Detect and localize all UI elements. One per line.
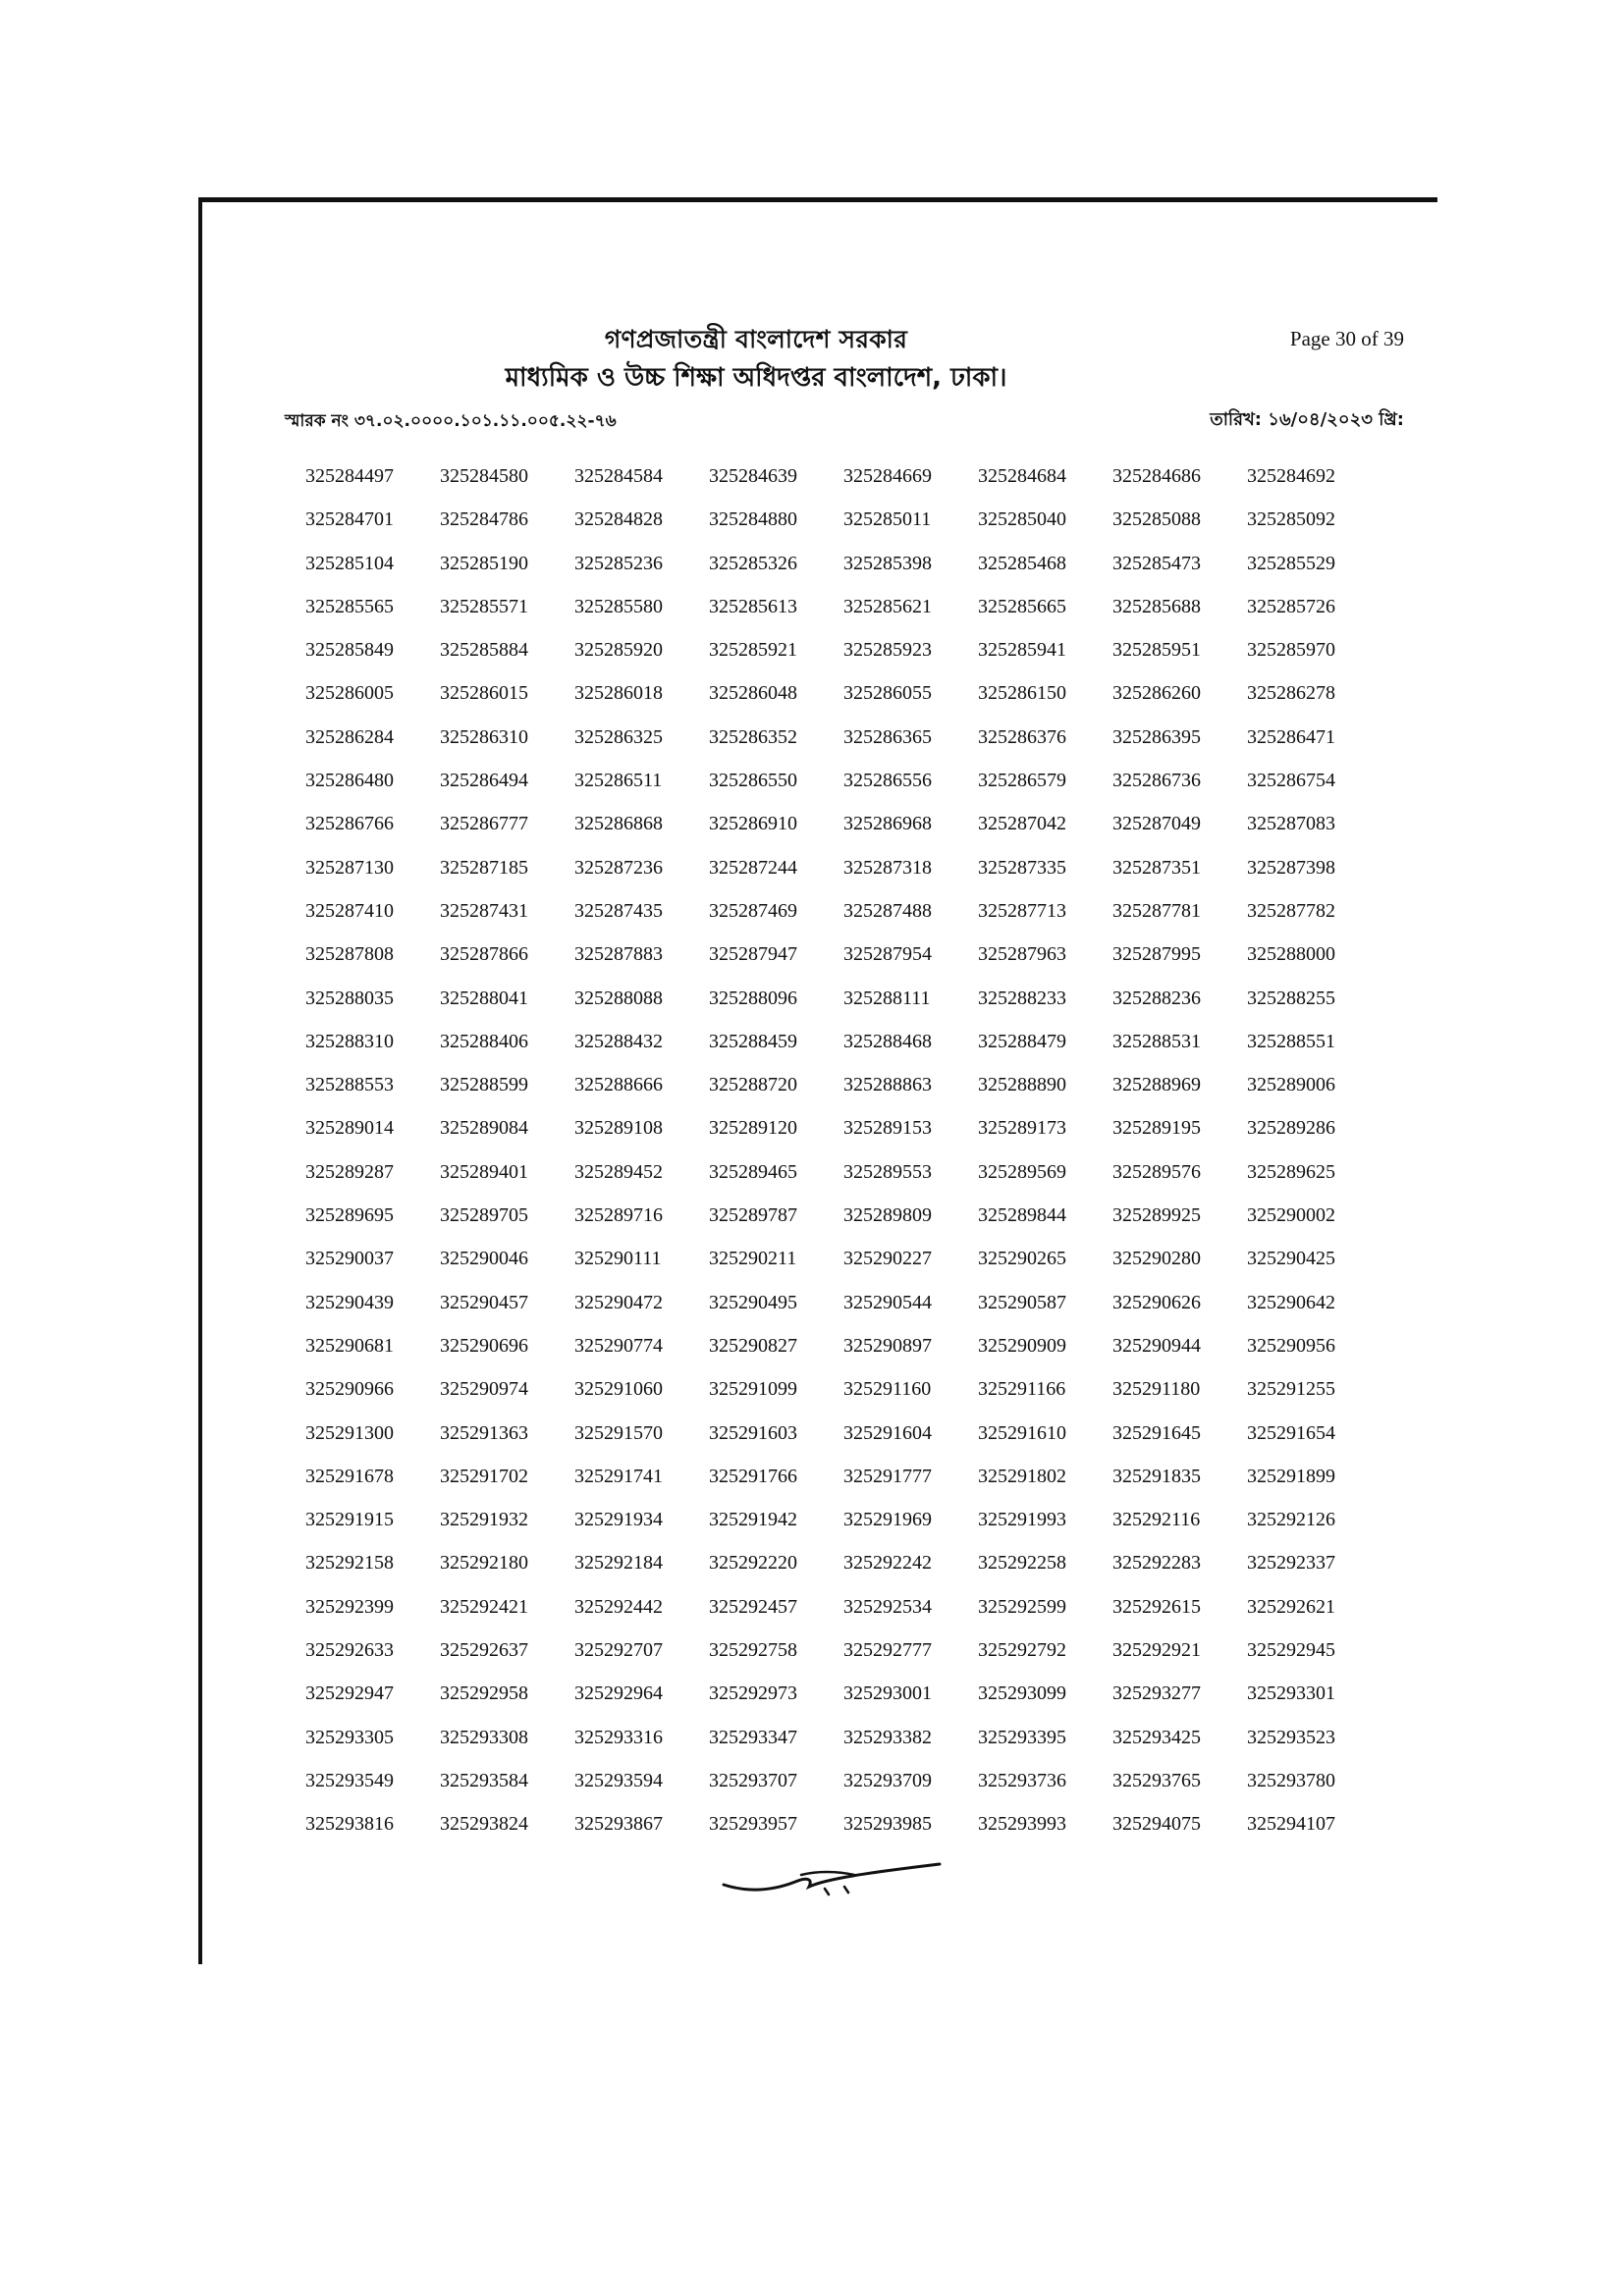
roll-number: 325286395 bbox=[1112, 725, 1201, 748]
roll-number: 325293301 bbox=[1247, 1682, 1335, 1705]
directorate-title: মাধ্যমিক ও উচ্চ শিক্ষা অধিদপ্তর বাংলাদেশ, ঢাকা। bbox=[505, 363, 1007, 393]
roll-number: 325289925 bbox=[1112, 1204, 1201, 1227]
roll-number: 325284692 bbox=[1247, 465, 1335, 487]
roll-number: 325293993 bbox=[978, 1813, 1066, 1836]
roll-number: 325294075 bbox=[1112, 1813, 1201, 1836]
roll-number: 325287185 bbox=[440, 856, 528, 879]
roll-number: 325292921 bbox=[1112, 1639, 1201, 1662]
roll-number: 325288096 bbox=[709, 987, 797, 1009]
roll-number: 325286480 bbox=[305, 770, 394, 792]
roll-number: 325291702 bbox=[440, 1465, 528, 1487]
roll-number: 325287781 bbox=[1112, 899, 1201, 922]
roll-number: 325291180 bbox=[1112, 1378, 1201, 1401]
roll-number: 325291777 bbox=[843, 1465, 932, 1487]
roll-number: 325291899 bbox=[1247, 1465, 1335, 1487]
roll-number: 325285565 bbox=[305, 595, 394, 617]
roll-number: 325291300 bbox=[305, 1421, 394, 1444]
roll-number: 325291099 bbox=[709, 1378, 797, 1401]
roll-number: 325291645 bbox=[1112, 1421, 1201, 1444]
roll-number: 325293957 bbox=[709, 1813, 797, 1836]
roll-number: 325287488 bbox=[843, 899, 932, 922]
roll-number: 325290425 bbox=[1247, 1248, 1335, 1270]
roll-number: 325285011 bbox=[843, 508, 932, 531]
roll-number: 325292126 bbox=[1247, 1509, 1335, 1531]
roll-number: 325291060 bbox=[574, 1378, 663, 1401]
roll-number: 325284786 bbox=[440, 508, 528, 531]
roll-number: 325286260 bbox=[1112, 682, 1201, 705]
roll-number: 325291166 bbox=[978, 1378, 1066, 1401]
roll-number: 325286055 bbox=[843, 682, 932, 705]
roll-number: 325293816 bbox=[305, 1813, 394, 1836]
roll-number: 325285613 bbox=[709, 595, 797, 617]
roll-number: 325287713 bbox=[978, 899, 1066, 922]
roll-number: 325291610 bbox=[978, 1421, 1066, 1444]
roll-number: 325289452 bbox=[574, 1160, 663, 1183]
roll-number: 325286766 bbox=[305, 813, 394, 835]
roll-number: 325288000 bbox=[1247, 943, 1335, 966]
roll-number: 325291741 bbox=[574, 1465, 663, 1487]
roll-number: 325288035 bbox=[305, 987, 394, 1009]
roll-number: 325293709 bbox=[843, 1769, 932, 1791]
roll-number: 325288468 bbox=[843, 1030, 932, 1052]
roll-number: 325291570 bbox=[574, 1421, 663, 1444]
roll-number: 325285190 bbox=[440, 552, 528, 574]
roll-number: 325284684 bbox=[978, 465, 1066, 487]
roll-number: 325286910 bbox=[709, 813, 797, 835]
roll-number: 325290966 bbox=[305, 1378, 394, 1401]
page-border-left bbox=[198, 197, 202, 1964]
roll-number: 325284639 bbox=[709, 465, 797, 487]
roll-number: 325290587 bbox=[978, 1291, 1066, 1313]
roll-number: 325287866 bbox=[440, 943, 528, 966]
roll-number: 325285665 bbox=[978, 595, 1066, 617]
roll-number: 325290037 bbox=[305, 1248, 394, 1270]
roll-number: 325288041 bbox=[440, 987, 528, 1009]
roll-number: 325291934 bbox=[574, 1509, 663, 1531]
roll-number: 325289705 bbox=[440, 1204, 528, 1227]
roll-number: 325286365 bbox=[843, 725, 932, 748]
roll-number: 325290227 bbox=[843, 1248, 932, 1270]
roll-number: 325287431 bbox=[440, 899, 528, 922]
roll-number: 325287236 bbox=[574, 856, 663, 879]
roll-number: 325286284 bbox=[305, 725, 394, 748]
roll-number: 325288255 bbox=[1247, 987, 1335, 1009]
roll-number: 325292258 bbox=[978, 1552, 1066, 1575]
roll-number: 325292283 bbox=[1112, 1552, 1201, 1575]
roll-number: 325291835 bbox=[1112, 1465, 1201, 1487]
roll-number: 325285326 bbox=[709, 552, 797, 574]
roll-number: 325286511 bbox=[574, 770, 663, 792]
roll-number: 325288599 bbox=[440, 1074, 528, 1096]
roll-number: 325286018 bbox=[574, 682, 663, 705]
roll-number: 325287963 bbox=[978, 943, 1066, 966]
roll-number: 325287995 bbox=[1112, 943, 1201, 966]
roll-number: 325288111 bbox=[843, 987, 931, 1009]
roll-number: 325287954 bbox=[843, 943, 932, 966]
signature bbox=[719, 1849, 945, 1908]
roll-number: 325290774 bbox=[574, 1334, 663, 1357]
roll-number: 325285920 bbox=[574, 639, 663, 662]
roll-number: 325288969 bbox=[1112, 1074, 1201, 1096]
roll-number: 325289084 bbox=[440, 1117, 528, 1140]
roll-number: 325292973 bbox=[709, 1682, 797, 1705]
roll-number: 325288551 bbox=[1247, 1030, 1335, 1052]
roll-number: 325290457 bbox=[440, 1291, 528, 1313]
roll-number: 325291932 bbox=[440, 1509, 528, 1531]
roll-number: 325293584 bbox=[440, 1769, 528, 1791]
roll-number: 325289576 bbox=[1112, 1160, 1201, 1183]
roll-number: 325288406 bbox=[440, 1030, 528, 1052]
roll-number: 325288479 bbox=[978, 1030, 1066, 1052]
roll-number: 325288088 bbox=[574, 987, 663, 1009]
roll-number: 325288553 bbox=[305, 1074, 394, 1096]
roll-number: 325290681 bbox=[305, 1334, 394, 1357]
roll-number: 325286150 bbox=[978, 682, 1066, 705]
roll-number: 325289286 bbox=[1247, 1117, 1335, 1140]
roll-number: 325291255 bbox=[1247, 1378, 1335, 1401]
roll-number: 325285970 bbox=[1247, 639, 1335, 662]
roll-number: 325292615 bbox=[1112, 1595, 1201, 1618]
roll-number: 325284701 bbox=[305, 508, 394, 531]
roll-number: 325292621 bbox=[1247, 1595, 1335, 1618]
roll-number: 325289844 bbox=[978, 1204, 1066, 1227]
roll-number: 325287049 bbox=[1112, 813, 1201, 835]
roll-number: 325286736 bbox=[1112, 770, 1201, 792]
roll-number: 325290046 bbox=[440, 1248, 528, 1270]
roll-number: 325293736 bbox=[978, 1769, 1066, 1791]
roll-number: 325293824 bbox=[440, 1813, 528, 1836]
roll-number: 325289787 bbox=[709, 1204, 797, 1227]
roll-number: 325291603 bbox=[709, 1421, 797, 1444]
roll-number: 325291678 bbox=[305, 1465, 394, 1487]
roll-number: 325288432 bbox=[574, 1030, 663, 1052]
roll-number: 325293395 bbox=[978, 1726, 1066, 1748]
roll-number: 325289716 bbox=[574, 1204, 663, 1227]
roll-number: 325286005 bbox=[305, 682, 394, 705]
roll-number: 325284669 bbox=[843, 465, 932, 487]
government-title: গণপ্রজাতন্ত্রী বাংলাদেশ সরকার bbox=[604, 325, 908, 353]
roll-number: 325285468 bbox=[978, 552, 1066, 574]
roll-number: 325291802 bbox=[978, 1465, 1066, 1487]
roll-number: 325288459 bbox=[709, 1030, 797, 1052]
roll-number: 325288863 bbox=[843, 1074, 932, 1096]
roll-number: 325292421 bbox=[440, 1595, 528, 1618]
roll-number: 325288310 bbox=[305, 1030, 394, 1052]
roll-number: 325293308 bbox=[440, 1726, 528, 1748]
roll-number: 325293347 bbox=[709, 1726, 797, 1748]
roll-number: 325285621 bbox=[843, 595, 932, 617]
roll-number: 325292116 bbox=[1112, 1509, 1201, 1531]
roll-number: 325285529 bbox=[1247, 552, 1335, 574]
roll-number: 325290439 bbox=[305, 1291, 394, 1313]
roll-number: 325289120 bbox=[709, 1117, 797, 1140]
roll-number: 325286579 bbox=[978, 770, 1066, 792]
roll-number: 325290956 bbox=[1247, 1334, 1335, 1357]
roll-number: 325285473 bbox=[1112, 552, 1201, 574]
roll-number: 325290909 bbox=[978, 1334, 1066, 1357]
roll-number: 325289006 bbox=[1247, 1074, 1335, 1096]
roll-number: 325293549 bbox=[305, 1769, 394, 1791]
roll-number: 325284828 bbox=[574, 508, 663, 531]
roll-number: 325287469 bbox=[709, 899, 797, 922]
roll-number: 325290944 bbox=[1112, 1334, 1201, 1357]
roll-number: 325286278 bbox=[1247, 682, 1335, 705]
roll-number: 325286376 bbox=[978, 725, 1066, 748]
roll-number: 325285571 bbox=[440, 595, 528, 617]
roll-number: 325292792 bbox=[978, 1639, 1066, 1662]
roll-number: 325290974 bbox=[440, 1378, 528, 1401]
roll-number: 325288233 bbox=[978, 987, 1066, 1009]
roll-number: 325285726 bbox=[1247, 595, 1335, 617]
roll-number: 325293523 bbox=[1247, 1726, 1335, 1748]
roll-number: 325293001 bbox=[843, 1682, 932, 1705]
roll-number: 325285849 bbox=[305, 639, 394, 662]
roll-number: 325290642 bbox=[1247, 1291, 1335, 1313]
roll-number: 325293780 bbox=[1247, 1769, 1335, 1791]
roll-number: 325287244 bbox=[709, 856, 797, 879]
roll-number: 325290211 bbox=[709, 1248, 797, 1270]
roll-number: 325286015 bbox=[440, 682, 528, 705]
roll-number: 325292964 bbox=[574, 1682, 663, 1705]
roll-number: 325285088 bbox=[1112, 508, 1201, 531]
roll-number: 325286310 bbox=[440, 725, 528, 748]
roll-number: 325286471 bbox=[1247, 725, 1335, 748]
roll-number: 325287130 bbox=[305, 856, 394, 879]
roll-number: 325284584 bbox=[574, 465, 663, 487]
roll-number: 325285688 bbox=[1112, 595, 1201, 617]
roll-number: 325285398 bbox=[843, 552, 932, 574]
roll-number: 325284880 bbox=[709, 508, 797, 531]
roll-number: 325287351 bbox=[1112, 856, 1201, 879]
roll-number: 325285580 bbox=[574, 595, 663, 617]
roll-number: 325290002 bbox=[1247, 1204, 1335, 1227]
roll-number: 325293867 bbox=[574, 1813, 663, 1836]
roll-number: 325291915 bbox=[305, 1509, 394, 1531]
roll-number: 325290495 bbox=[709, 1291, 797, 1313]
roll-number: 325290626 bbox=[1112, 1291, 1201, 1313]
roll-number: 325292599 bbox=[978, 1595, 1066, 1618]
roll-number: 325285941 bbox=[978, 639, 1066, 662]
roll-number: 325292184 bbox=[574, 1552, 663, 1575]
roll-number: 325291942 bbox=[709, 1509, 797, 1531]
roll-number: 325292947 bbox=[305, 1682, 394, 1705]
roll-number: 325287808 bbox=[305, 943, 394, 966]
roll-number: 325289569 bbox=[978, 1160, 1066, 1183]
roll-number: 325284686 bbox=[1112, 465, 1201, 487]
roll-number: 325290544 bbox=[843, 1291, 932, 1313]
roll-number: 325287042 bbox=[978, 813, 1066, 835]
memo-date: তারিখ: ১৬/০৪/২০২৩ খ্রি: bbox=[1210, 409, 1404, 430]
roll-number: 325293765 bbox=[1112, 1769, 1201, 1791]
roll-number: 325287335 bbox=[978, 856, 1066, 879]
roll-number: 325286868 bbox=[574, 813, 663, 835]
roll-number: 325293099 bbox=[978, 1682, 1066, 1705]
roll-number: 325290897 bbox=[843, 1334, 932, 1357]
roll-number: 325285921 bbox=[709, 639, 797, 662]
roll-number: 325290111 bbox=[574, 1248, 662, 1270]
roll-number: 325293707 bbox=[709, 1769, 797, 1791]
roll-number: 325291363 bbox=[440, 1421, 528, 1444]
roll-number: 325287947 bbox=[709, 943, 797, 966]
roll-number: 325293305 bbox=[305, 1726, 394, 1748]
roll-number: 325287318 bbox=[843, 856, 932, 879]
roll-number: 325287782 bbox=[1247, 899, 1335, 922]
roll-number: 325292707 bbox=[574, 1639, 663, 1662]
roll-number: 325286777 bbox=[440, 813, 528, 835]
roll-number: 325289553 bbox=[843, 1160, 932, 1183]
roll-number: 325286494 bbox=[440, 770, 528, 792]
roll-number: 325291160 bbox=[843, 1378, 932, 1401]
roll-number: 325286968 bbox=[843, 813, 932, 835]
roll-number: 325285104 bbox=[305, 552, 394, 574]
roll-number: 325291969 bbox=[843, 1509, 932, 1531]
roll-number: 325287435 bbox=[574, 899, 663, 922]
roll-number: 325292457 bbox=[709, 1595, 797, 1618]
roll-number: 325286556 bbox=[843, 770, 932, 792]
roll-number: 325291604 bbox=[843, 1421, 932, 1444]
roll-number: 325289465 bbox=[709, 1160, 797, 1183]
roll-number: 325292180 bbox=[440, 1552, 528, 1575]
roll-number: 325292958 bbox=[440, 1682, 528, 1705]
roll-number: 325291654 bbox=[1247, 1421, 1335, 1444]
roll-number: 325290827 bbox=[709, 1334, 797, 1357]
roll-number: 325290472 bbox=[574, 1291, 663, 1313]
roll-number: 325285884 bbox=[440, 639, 528, 662]
page-number: Page 30 of 39 bbox=[1289, 327, 1404, 350]
roll-number: 325288890 bbox=[978, 1074, 1066, 1096]
roll-number: 325292534 bbox=[843, 1595, 932, 1618]
roll-number: 325292158 bbox=[305, 1552, 394, 1575]
roll-number: 325290265 bbox=[978, 1248, 1066, 1270]
roll-number: 325285092 bbox=[1247, 508, 1335, 531]
roll-number: 325289401 bbox=[440, 1160, 528, 1183]
roll-number: 325286325 bbox=[574, 725, 663, 748]
roll-number: 325287883 bbox=[574, 943, 663, 966]
roll-number: 325293594 bbox=[574, 1769, 663, 1791]
roll-number: 325291993 bbox=[978, 1509, 1066, 1531]
roll-number: 325285923 bbox=[843, 639, 932, 662]
roll-number: 325293425 bbox=[1112, 1726, 1201, 1748]
roll-number-list bbox=[286, 463, 1385, 1855]
roll-number: 325287398 bbox=[1247, 856, 1335, 879]
roll-number: 325290280 bbox=[1112, 1248, 1201, 1270]
roll-number: 325288236 bbox=[1112, 987, 1201, 1009]
roll-number: 325289625 bbox=[1247, 1160, 1335, 1183]
roll-number: 325286048 bbox=[709, 682, 797, 705]
page-border-top bbox=[200, 197, 1437, 202]
roll-number: 325284580 bbox=[440, 465, 528, 487]
roll-number: 325289153 bbox=[843, 1117, 932, 1140]
roll-number: 325285040 bbox=[978, 508, 1066, 531]
memo-reference: স্মারক নং ৩৭.০২.০০০০.১০১.১১.০০৫.২২-৭৬ bbox=[285, 411, 617, 431]
roll-number: 325294107 bbox=[1247, 1813, 1335, 1836]
roll-number: 325287083 bbox=[1247, 813, 1335, 835]
roll-number: 325289108 bbox=[574, 1117, 663, 1140]
roll-number: 325293316 bbox=[574, 1726, 663, 1748]
roll-number: 325291766 bbox=[709, 1465, 797, 1487]
roll-number: 325292242 bbox=[843, 1552, 932, 1575]
roll-number: 325292777 bbox=[843, 1639, 932, 1662]
roll-number: 325293382 bbox=[843, 1726, 932, 1748]
roll-number: 325292442 bbox=[574, 1595, 663, 1618]
roll-number: 325293277 bbox=[1112, 1682, 1201, 1705]
roll-number: 325286550 bbox=[709, 770, 797, 792]
roll-number: 325290696 bbox=[440, 1334, 528, 1357]
roll-number: 325292399 bbox=[305, 1595, 394, 1618]
roll-number: 325289195 bbox=[1112, 1117, 1201, 1140]
roll-number: 325292220 bbox=[709, 1552, 797, 1575]
roll-number: 325293985 bbox=[843, 1813, 932, 1836]
roll-number: 325284497 bbox=[305, 465, 394, 487]
roll-number: 325289287 bbox=[305, 1160, 394, 1183]
roll-number: 325289695 bbox=[305, 1204, 394, 1227]
roll-number: 325286754 bbox=[1247, 770, 1335, 792]
roll-number: 325285951 bbox=[1112, 639, 1201, 662]
roll-number: 325292637 bbox=[440, 1639, 528, 1662]
roll-number: 325292758 bbox=[709, 1639, 797, 1662]
roll-number: 325289173 bbox=[978, 1117, 1066, 1140]
roll-number: 325292633 bbox=[305, 1639, 394, 1662]
roll-number: 325288531 bbox=[1112, 1030, 1201, 1052]
roll-number: 325285236 bbox=[574, 552, 663, 574]
roll-number: 325292337 bbox=[1247, 1552, 1335, 1575]
roll-number: 325288720 bbox=[709, 1074, 797, 1096]
roll-number: 325289014 bbox=[305, 1117, 394, 1140]
roll-number: 325286352 bbox=[709, 725, 797, 748]
roll-number: 325292945 bbox=[1247, 1639, 1335, 1662]
roll-number: 325287410 bbox=[305, 899, 394, 922]
roll-number: 325288666 bbox=[574, 1074, 663, 1096]
roll-number: 325289809 bbox=[843, 1204, 932, 1227]
